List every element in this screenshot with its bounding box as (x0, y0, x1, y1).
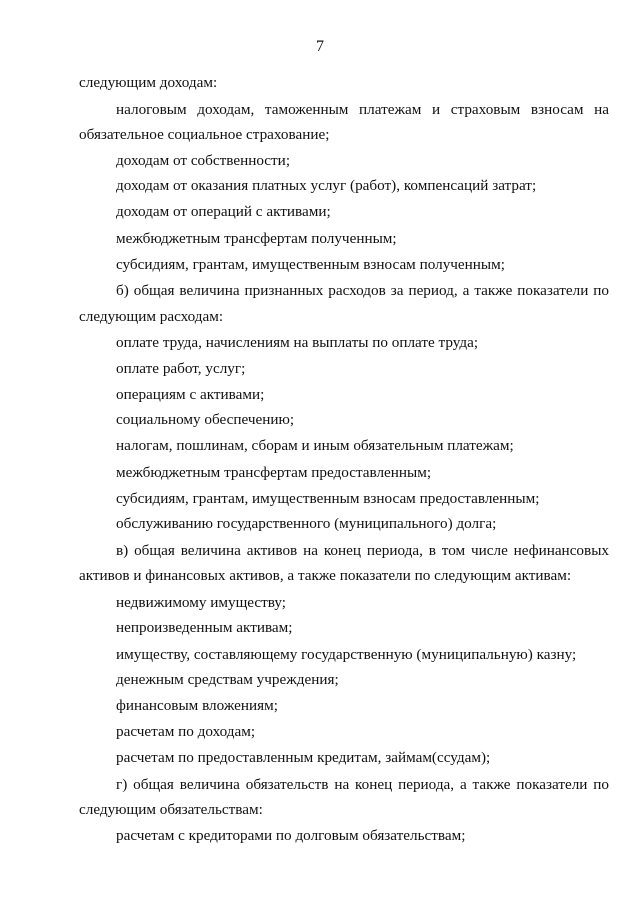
text-line: обслуживанию государственного (муниципального) долга; (116, 515, 497, 532)
text-line: расчетам с кредиторами по долговым обязательствам; (116, 827, 466, 844)
text-line: субсидиям, грантам, имущественным взносам полученным; (116, 256, 505, 273)
text-line: социальному обеспечению; (116, 411, 295, 428)
text-line: следующим обязательствам: (79, 801, 263, 818)
text-line: непроизведенным активам; (116, 619, 293, 636)
text-line: следующим доходам: (79, 74, 218, 91)
text-line: в) общая величина активов на конец периода, в том числе нефинансовых (116, 542, 609, 559)
text-line: следующим расходам: (79, 308, 224, 325)
text-line: расчетам по предоставленным кредитам, займам(ссудам); (116, 749, 491, 766)
text-line: налогам, пошлинам, сборам и иным обязательным платежам; (116, 437, 514, 454)
text-line: доходам от оказания платных услуг (работ), компенсаций затрат; (116, 177, 537, 194)
page-number: 7 (316, 38, 324, 55)
text-line: недвижимому имуществу; (116, 594, 287, 611)
text-line: межбюджетным трансфертам предоставленным; (116, 464, 432, 481)
text-line: доходам от собственности; (116, 152, 291, 169)
text-line: оплате труда, начислениям на выплаты по оплате труда; (116, 334, 479, 351)
text-line: имуществу, составляющему государственную (муниципальную) казну; (116, 646, 577, 663)
text-line: межбюджетным трансфертам полученным; (116, 230, 397, 247)
text-line: обязательное социальное страхование; (79, 126, 330, 143)
text-line: операциям с активами; (116, 386, 265, 403)
text-line: налоговым доходам, таможенным платежам и страховым взносам на (116, 101, 609, 118)
text-line: б) общая величина признанных расходов за период, а также показатели по (116, 282, 609, 299)
text-line: расчетам по доходам; (116, 723, 256, 740)
text-line: активов и финансовых активов, а также показатели по следующим активам: (79, 567, 572, 584)
text-line: субсидиям, грантам, имущественным взносам предоставленным; (116, 490, 540, 507)
text-line: г) общая величина обязательств на конец периода, а также показатели по (116, 776, 609, 793)
text-line: финансовым вложениям; (116, 697, 278, 714)
text-line: оплате работ, услуг; (116, 360, 246, 377)
text-line: денежным средствам учреждения; (116, 671, 339, 688)
text-line: доходам от операций с активами; (116, 203, 331, 220)
